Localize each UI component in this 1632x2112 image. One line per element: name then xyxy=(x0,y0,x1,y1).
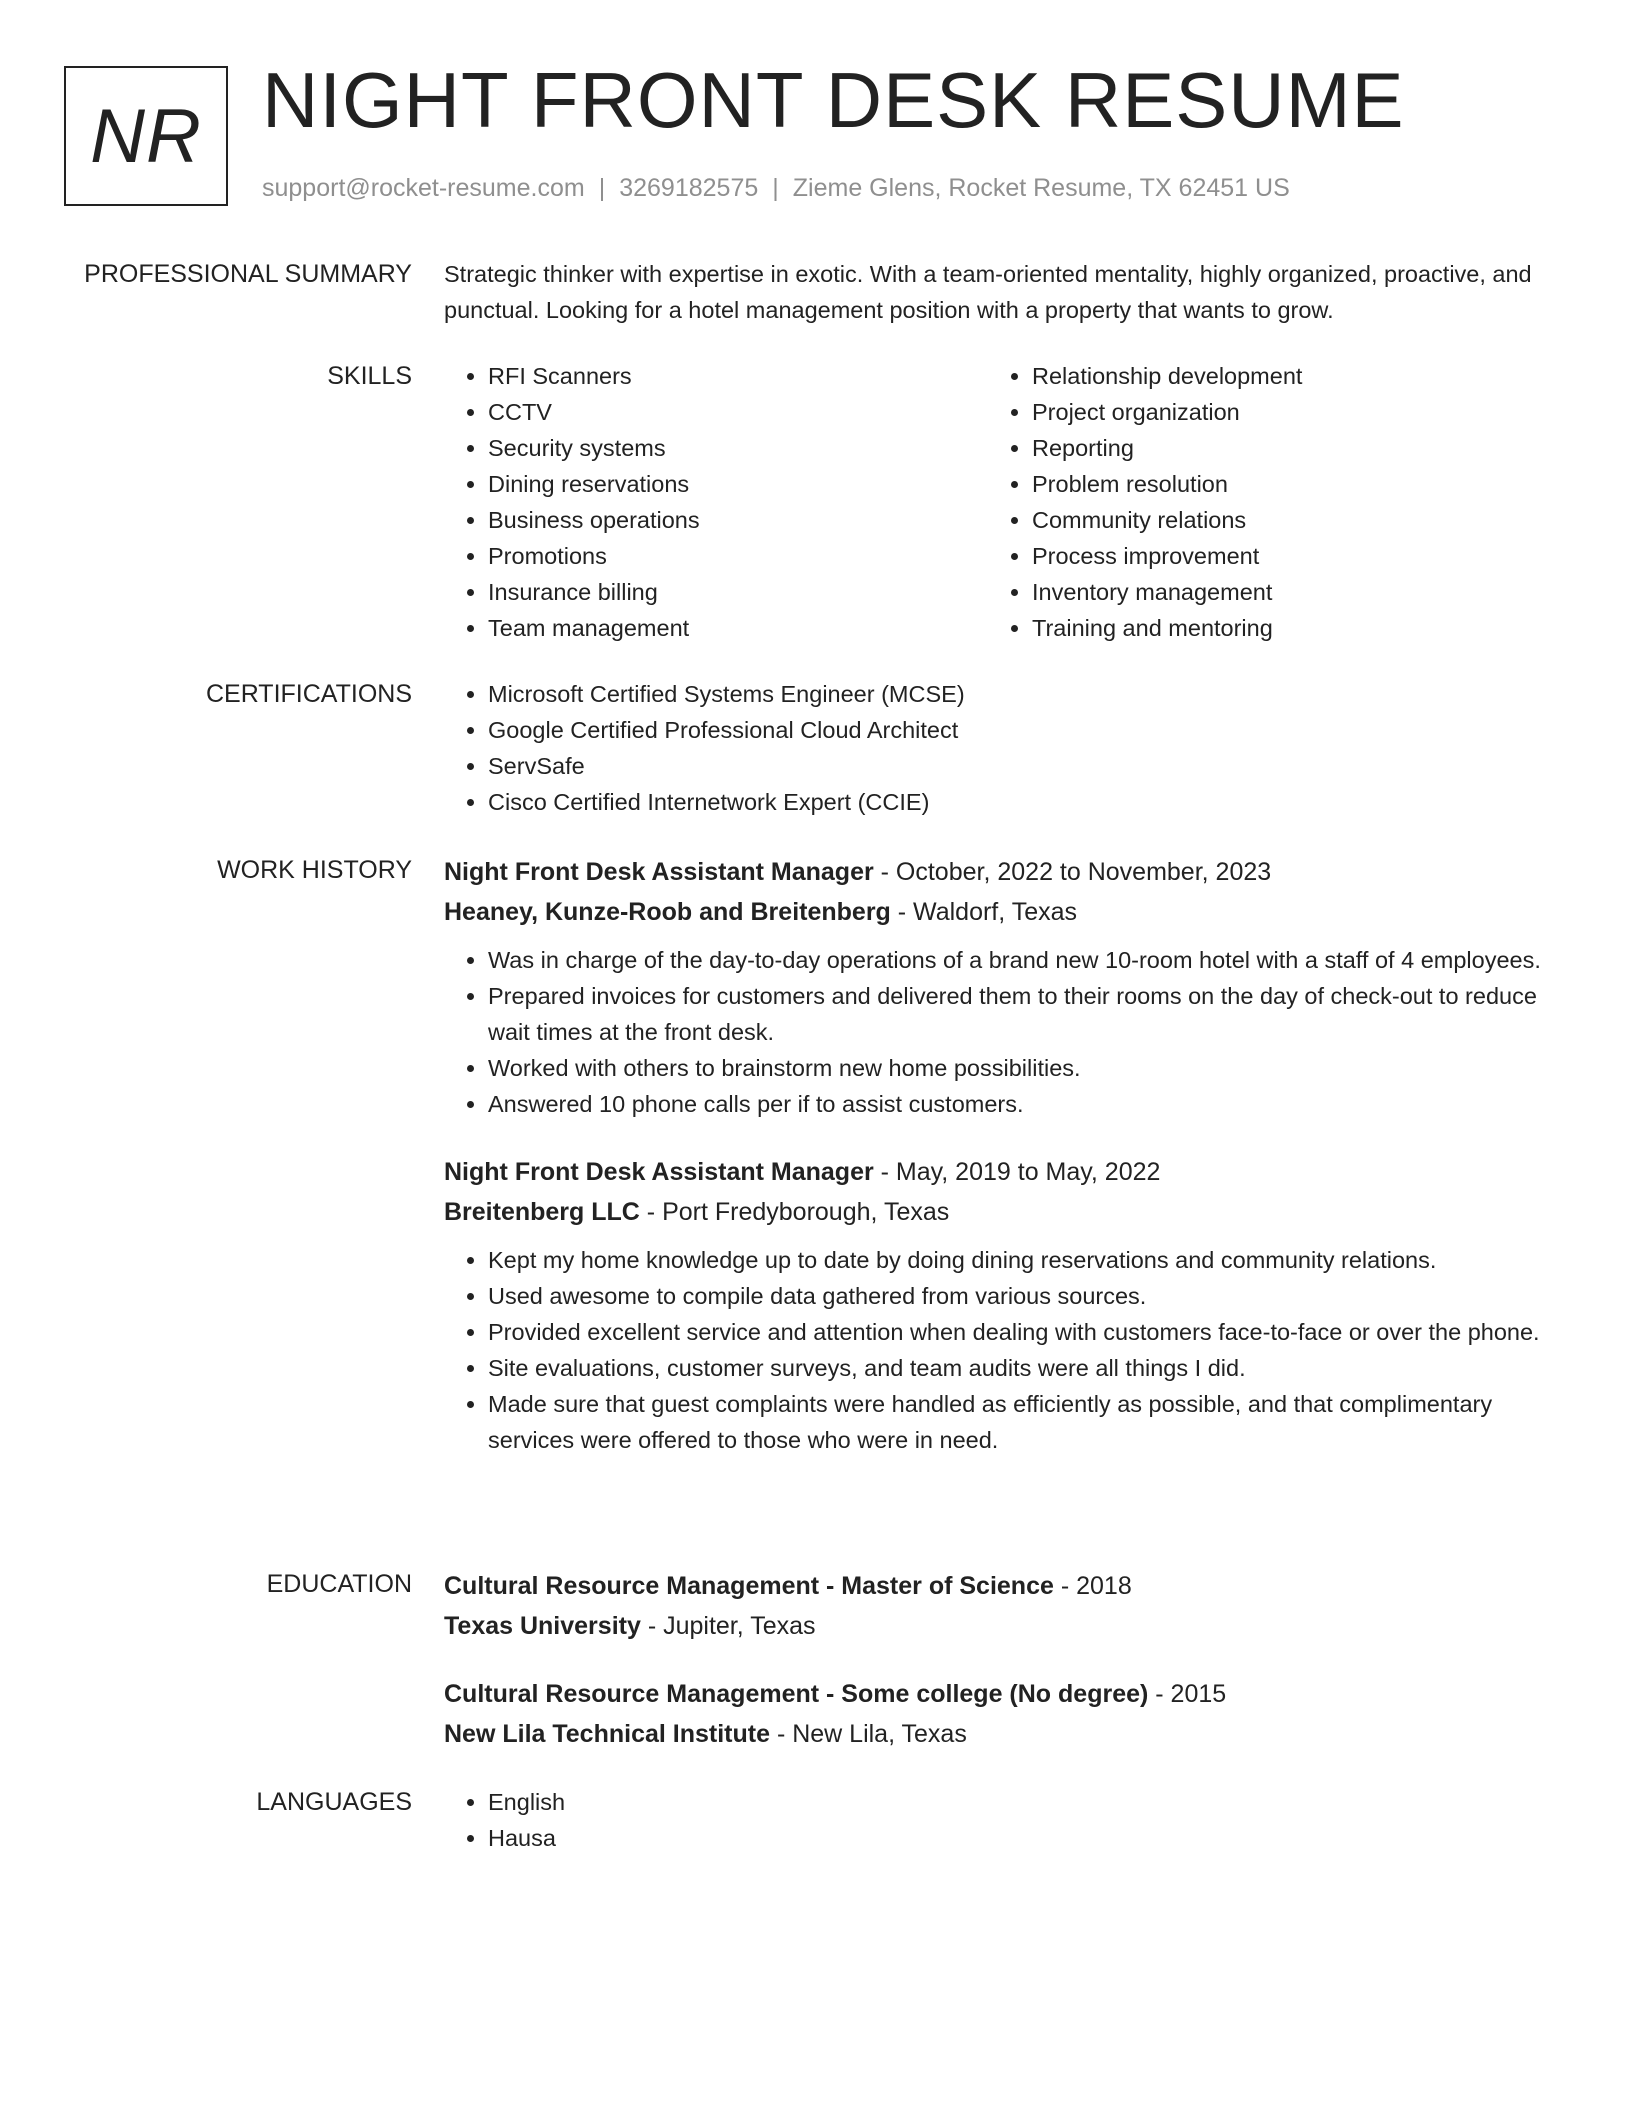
job-bullet: • Used awesome to compile data gathered from various sources. xyxy=(488,1278,1554,1314)
section-label-education: EDUCATION xyxy=(266,1570,412,1598)
job-entry xyxy=(444,1152,1554,1458)
job-title-line xyxy=(444,852,1554,892)
job-entry xyxy=(444,852,1554,1122)
job-bullet: • Site evaluations, customer surveys, and team audits were all things I did. xyxy=(488,1350,1554,1386)
skill-item: • Insurance billing xyxy=(488,574,964,610)
skill-item: • CCTV xyxy=(488,394,964,430)
skill-item: • Dining reservations xyxy=(488,466,964,502)
job-bullet: • Answered 10 phone calls per if to assist customers. xyxy=(488,1086,1554,1122)
job-company: Heaney, Kunze-Roob and Breitenberg xyxy=(444,898,891,926)
work-content xyxy=(444,852,1554,1458)
job-company-line xyxy=(444,892,1554,932)
certification-item: • ServSafe xyxy=(488,748,1554,784)
job-bullet: • Made sure that guest complaints were handled as efficiently as possible, and that complimentary services were offered to those who were in need. xyxy=(488,1386,1554,1458)
job-location: - Waldorf, Texas xyxy=(890,898,1077,926)
education-degree: Cultural Resource Management - Some college (No degree) xyxy=(444,1680,1149,1708)
contact-phone[interactable]: 3269182575 xyxy=(619,174,759,202)
job-bullet: • Was in charge of the day-to-day operations of a brand new 10-room hotel with a staff of 4 employees. xyxy=(488,942,1554,978)
skill-item: • Training and mentoring xyxy=(1032,610,1508,646)
monogram: NR xyxy=(64,66,228,206)
language-item: • English xyxy=(488,1784,1554,1820)
skill-item: • Project organization xyxy=(1032,394,1508,430)
education-school: New Lila Technical Institute xyxy=(444,1720,770,1748)
job-dates: - October, 2022 to November, 2023 xyxy=(873,858,1272,886)
skill-item: • Process improvement xyxy=(1032,538,1508,574)
education-entry xyxy=(444,1674,1554,1754)
skill-item: • Promotions xyxy=(488,538,964,574)
section-label-languages: LANGUAGES xyxy=(256,1788,412,1816)
job-bullet: • Kept my home knowledge up to date by doing dining reservations and community relations. xyxy=(488,1242,1554,1278)
resume-title: NIGHT FRONT DESK RESUME xyxy=(262,56,1405,144)
job-title: Night Front Desk Assistant Manager xyxy=(444,858,874,886)
job-company: Breitenberg LLC xyxy=(444,1198,640,1226)
job-title-line xyxy=(444,1152,1554,1192)
certification-item: • Microsoft Certified Systems Engineer (MCSE) xyxy=(488,676,1554,712)
skills-column-right xyxy=(988,358,1508,646)
contact-address: Zieme Glens, Rocket Resume, TX 62451 US xyxy=(792,174,1290,202)
job-bullet: • Provided excellent service and attention when dealing with customers face-to-face or over the phone. xyxy=(488,1314,1554,1350)
section-label-skills: SKILLS xyxy=(327,362,412,390)
certification-item: • Cisco Certified Internetwork Expert (CCIE) xyxy=(488,784,1554,820)
skill-item: • Relationship development xyxy=(1032,358,1508,394)
contact-line xyxy=(262,174,1290,203)
job-title: Night Front Desk Assistant Manager xyxy=(444,1158,874,1186)
education-school-line xyxy=(444,1714,1554,1754)
skill-item: • Problem resolution xyxy=(1032,466,1508,502)
skill-item: • Business operations xyxy=(488,502,964,538)
contact-separator: | xyxy=(598,174,606,202)
education-degree: Cultural Resource Management - Master of Science xyxy=(444,1572,1054,1600)
education-content xyxy=(444,1566,1554,1754)
skill-item: • RFI Scanners xyxy=(488,358,964,394)
section-label-certifications: CERTIFICATIONS xyxy=(205,680,412,708)
job-bullet: • Prepared invoices for customers and delivered them to their rooms on the day of check-out to reduce wait times at the front desk. xyxy=(488,978,1554,1050)
education-location: - Jupiter, Texas xyxy=(640,1612,816,1640)
section-label-summary: PROFESSIONAL SUMMARY xyxy=(84,260,412,288)
skill-item: • Security systems xyxy=(488,430,964,466)
skill-item: • Community relations xyxy=(1032,502,1508,538)
certifications-content xyxy=(444,676,1554,820)
skill-item: • Team management xyxy=(488,610,964,646)
skill-item: • Inventory management xyxy=(1032,574,1508,610)
section-label-work: WORK HISTORY xyxy=(217,856,412,884)
certification-item: • Google Certified Professional Cloud Architect xyxy=(488,712,1554,748)
education-school-line xyxy=(444,1606,1554,1646)
job-location: - Port Fredyborough, Texas xyxy=(639,1198,950,1226)
education-entry xyxy=(444,1566,1554,1646)
summary-text: Strategic thinker with expertise in exotic. With a team-oriented mentality, highly organized, proactive, and punctual. Looking for a hotel management position with a property that wants to grow. xyxy=(444,261,1532,323)
education-year: - 2018 xyxy=(1053,1572,1132,1600)
languages-content xyxy=(444,1784,1554,1856)
education-year: - 2015 xyxy=(1148,1680,1227,1708)
job-company-line xyxy=(444,1192,1554,1232)
education-degree-line xyxy=(444,1674,1554,1714)
language-item: • Hausa xyxy=(488,1820,1554,1856)
education-location: - New Lila, Texas xyxy=(770,1720,967,1748)
contact-email[interactable]: support@rocket-resume.com xyxy=(262,174,585,202)
skill-item: • Reporting xyxy=(1032,430,1508,466)
education-school: Texas University xyxy=(444,1612,641,1640)
skills-column-left xyxy=(444,358,964,646)
contact-separator: | xyxy=(772,174,779,202)
job-bullet: • Worked with others to brainstorm new home possibilities. xyxy=(488,1050,1554,1086)
education-degree-line xyxy=(444,1566,1554,1606)
job-dates: - May, 2019 to May, 2022 xyxy=(873,1158,1161,1186)
